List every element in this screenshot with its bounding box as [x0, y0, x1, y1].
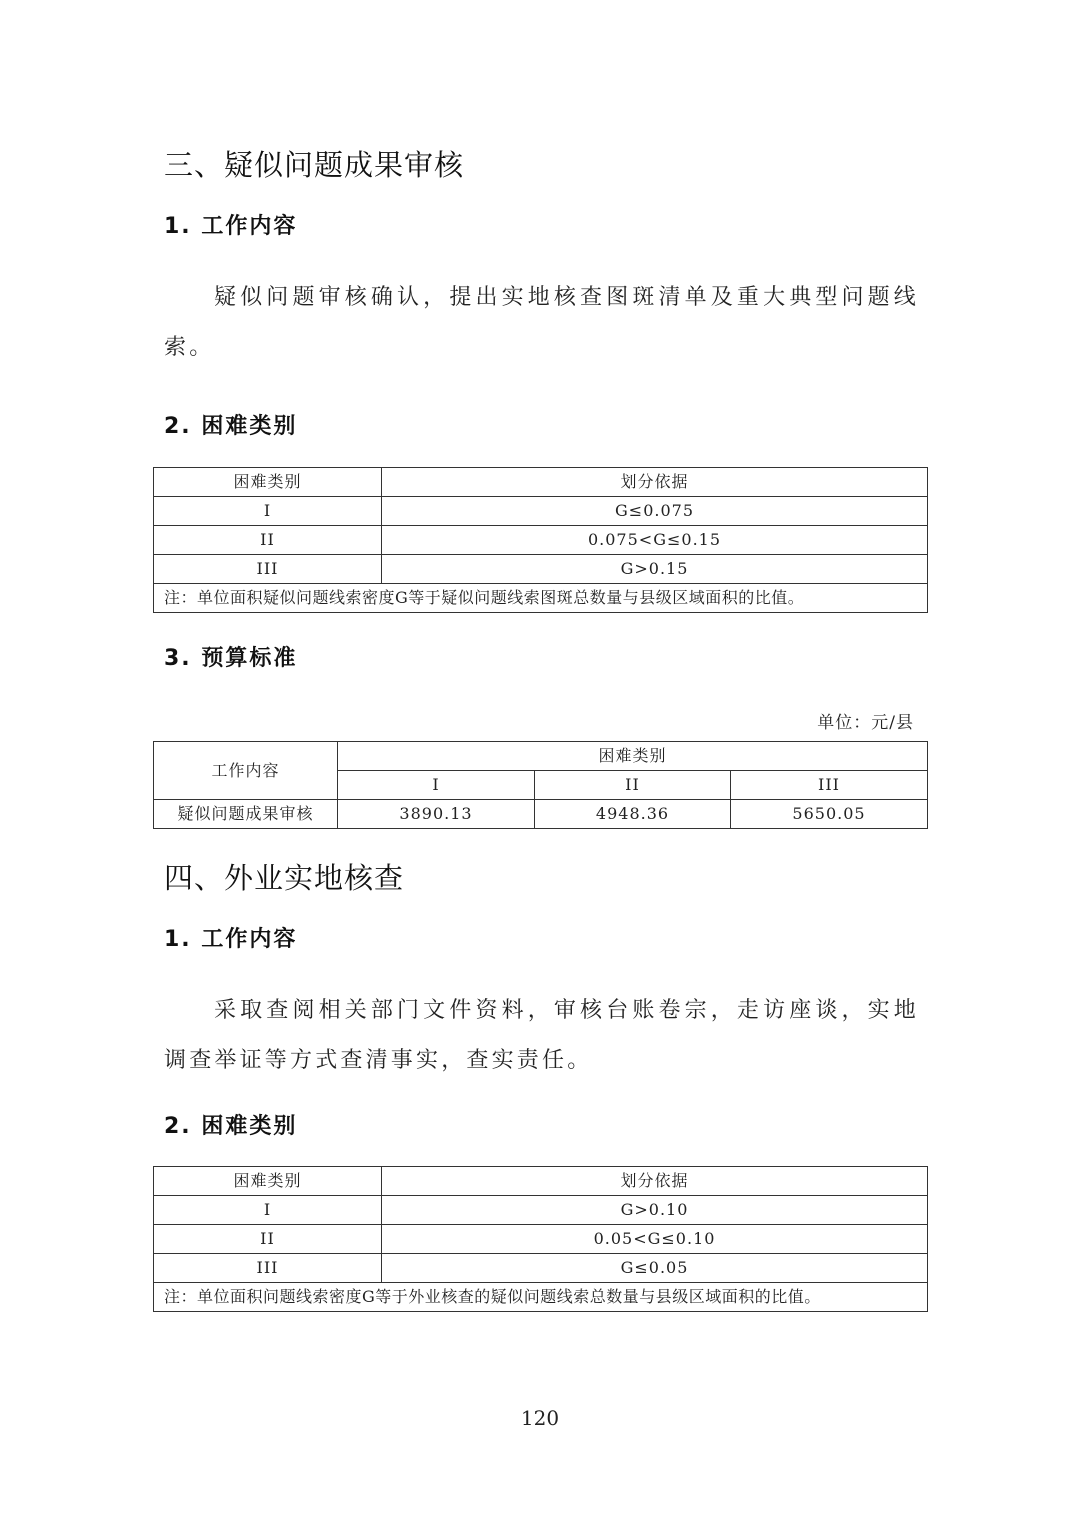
basis-cell: G≤0.075: [382, 497, 928, 526]
category-cell: II: [154, 526, 382, 555]
value-cell: 4948.36: [535, 800, 731, 829]
section4-work-heading: 1. 工作内容: [164, 927, 298, 952]
header-basis: 划分依据: [382, 1167, 928, 1196]
category-cell: II: [154, 1225, 382, 1254]
category-cell: I: [154, 1196, 382, 1225]
table-note: 注：单位面积问题线索密度G等于外业核查的疑似问题线索总数量与县级区域面积的比值。: [154, 1283, 928, 1312]
header-work: 工作内容: [154, 742, 338, 800]
value-cell: 5650.05: [731, 800, 928, 829]
table-note-row: [154, 1283, 928, 1312]
level-cell: III: [731, 771, 928, 800]
basis-cell: G>0.15: [382, 555, 928, 584]
level-cell: I: [338, 771, 535, 800]
header-category: 困难类别: [154, 1167, 382, 1196]
page-number: 120: [520, 1406, 560, 1430]
basis-cell: G≤0.05: [382, 1254, 928, 1283]
table-header-row: [154, 1167, 928, 1196]
table-note: 注：单位面积疑似问题线索密度G等于疑似问题线索图斑总数量与县级区域面积的比值。: [154, 584, 928, 613]
section3-budget-heading: 3. 预算标准: [164, 646, 298, 671]
basis-cell: 0.05<G≤0.10: [382, 1225, 928, 1254]
table-row: [154, 1196, 928, 1225]
category-cell: III: [154, 1254, 382, 1283]
level-cell: II: [535, 771, 731, 800]
row-label: 疑似问题成果审核: [154, 800, 338, 829]
header-category: 困难类别: [154, 468, 382, 497]
category-cell: I: [154, 497, 382, 526]
section4-work-text: 采取查阅相关部门文件资料，审核台账卷宗，走访座谈，实地调查举证等方式查清事实，查实责任。: [164, 998, 919, 1073]
header-difficulty: 困难类别: [338, 742, 928, 771]
table-header-row: [154, 468, 928, 497]
table-note-row: [154, 584, 928, 613]
unit-label: 单位：元/县: [817, 713, 914, 733]
budget-table: [153, 741, 928, 829]
category-cell: III: [154, 555, 382, 584]
budget-value-row: [154, 800, 928, 829]
basis-cell: G>0.10: [382, 1196, 928, 1225]
table-row: [154, 497, 928, 526]
section3-difficulty-heading: 2. 困难类别: [164, 414, 298, 439]
section4-difficulty-heading: 2. 困难类别: [164, 1114, 298, 1139]
basis-cell: 0.075<G≤0.15: [382, 526, 928, 555]
section3-work-text: 疑似问题审核确认，提出实地核查图斑清单及重大典型问题线索。: [164, 285, 919, 360]
table-row: [154, 555, 928, 584]
section3-difficulty-table: [153, 467, 928, 613]
table-row: [154, 1254, 928, 1283]
table-row: [154, 526, 928, 555]
section4-title: 四、外业实地核查: [164, 861, 405, 895]
section4-difficulty-table: [153, 1166, 928, 1312]
budget-header-row: [154, 742, 928, 771]
table-row: [154, 1225, 928, 1254]
section3-title: 三、疑似问题成果审核: [164, 148, 465, 182]
header-basis: 划分依据: [382, 468, 928, 497]
value-cell: 3890.13: [338, 800, 535, 829]
section3-work-heading: 1. 工作内容: [164, 214, 298, 239]
